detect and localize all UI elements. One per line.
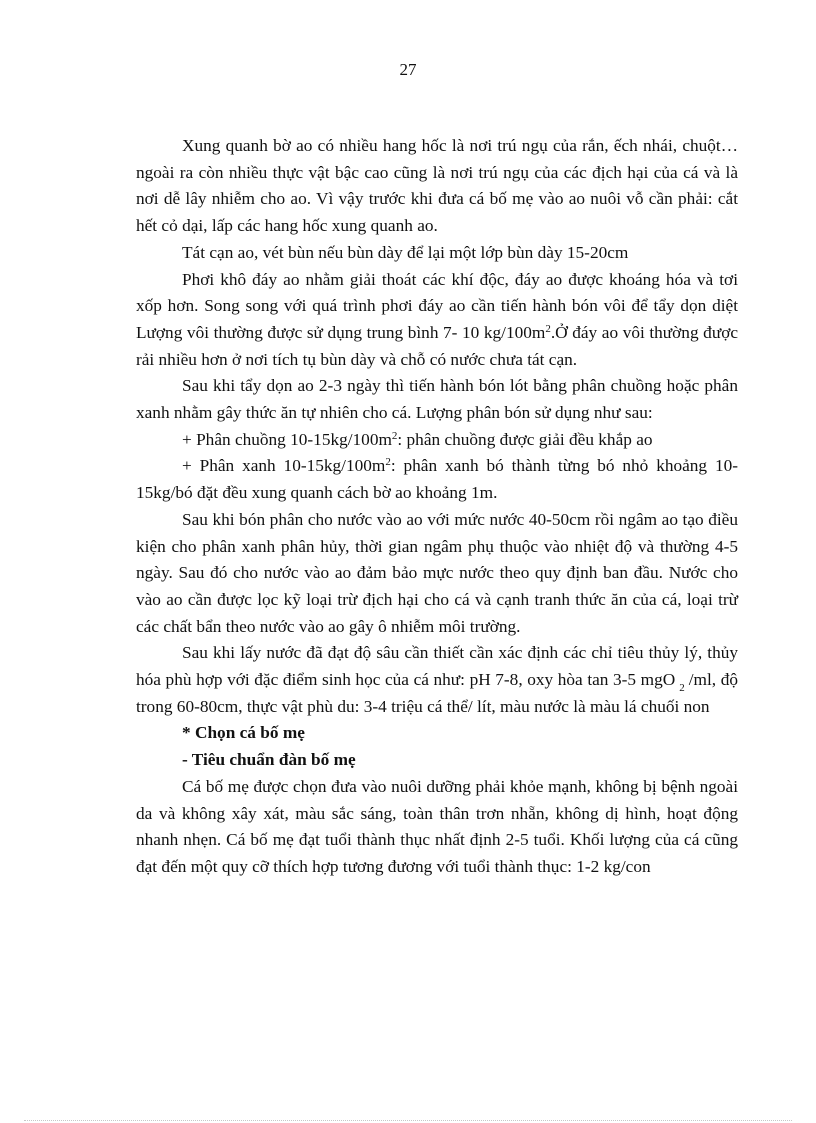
paragraph-drain-pond: Tát cạn ao, vét bùn nếu bùn dày để lại một lớp bùn dày 15-20cm	[182, 242, 629, 262]
section-heading-select-broodstock: * Chọn cá bố mẹ	[182, 723, 305, 743]
superscript: 2	[545, 322, 551, 335]
paragraph-fertilizing: Sau khi tẩy dọn ao 2-3 ngày thì tiến hành bón lót bằng phân chuồng hoặc phân xanh nhằm gây thức ăn tự nhiên cho cá. Lượng phân bón sử dụng như sau:	[136, 376, 738, 423]
subscript: 2	[679, 682, 685, 695]
paragraph-water-criteria	[136, 640, 738, 720]
list-item-manure	[136, 427, 738, 454]
page-number: 27	[399, 60, 417, 79]
footer-divider	[24, 1120, 792, 1121]
paragraph-pond-surroundings: Xung quanh bờ ao có nhiều hang hốc là nơi trú ngụ của rắn, ếch nhái, chuột… ngoài ra còn nhiều thực vật bậc cao cũng là nơi trú ngụ của các địch hại của cá và là nơi dễ lây nhiễm cho ao. Vì vậy trước khi đưa cá bố mẹ vào ao nuôi vỗ cần phải: cắt hết cỏ dại, lấp các hang hốc xung quanh ao.	[136, 136, 738, 236]
superscript: 2	[391, 429, 398, 442]
list-item-green-manure	[136, 453, 738, 506]
list-item-text: + Phân xanh 10-15kg/100m	[182, 456, 386, 476]
list-item-text: + Phân chuồng 10-15kg/100m	[182, 429, 392, 449]
paragraph-text: .Ở đáy ao vôi thường được rải nhiều hơn ở nơi tích tụ bùn dày và chỗ có nước chưa tát cạn.	[136, 322, 738, 369]
list-item-text: : phân chuồng được giải đều khắp ao	[397, 429, 653, 449]
paragraph-text: /ml, độ trong 60-80cm, thực vật phù du: 3-4 triệu cá thể/ lít, màu nước là màu lá chuối non	[136, 670, 738, 716]
paragraph-dry-pond-lime	[136, 267, 738, 374]
paragraph-text: Phơi khô đáy ao nhằm giải thoát các khí độc, đáy ao được khoáng hóa và tơi xốp hơn. Song song với quá trình phơi đáy ao cần tiến hành bón vôi để tẩy dọn diệt Lượng vôi thường được sử dụng trung bình 7- 10 kg/100m	[136, 269, 738, 342]
paragraph-text: Sau khi lấy nước đã đạt độ sâu cần thiết cần xác định các chỉ tiêu thủy lý, thủy hóa phù hợp với đặc điểm sinh học của cá như: pH 7-8, oxy hòa tan 3-5 mgO	[136, 643, 738, 690]
document-body	[136, 133, 738, 881]
paragraph-broodstock-description: Cá bố mẹ được chọn đưa vào nuôi dưỡng phải khỏe mạnh, không bị bệnh ngoài da và không xây xát, màu sắc sáng, toàn thân trơn nhẵn, không dị hình, hoạt động nhanh nhẹn. Cá bố mẹ đạt tuổi thành thục nhất định 2-5 tuổi. Khối lượng của cá cũng đạt đến một quy cỡ thích hợp tương đương với tuổi thành thục: 1-2 kg/con	[136, 776, 738, 876]
list-item-text: : phân xanh bó thành từng bó nhỏ khoảng 10-15kg/bó đặt đều xung quanh cách bờ ao khoảng 1m.	[136, 456, 738, 503]
superscript: 2	[385, 456, 391, 469]
paragraph-water-filling: Sau khi bón phân cho nước vào ao với mức nước 40-50cm rồi ngâm ao tạo điều kiện cho phân xanh phân hủy, thời gian ngâm phụ thuộc vào nhiệt độ và thường 4-5 ngày. Sau đó cho nước vào ao đảm bảo mực nước theo quy định ban đầu. Nước cho vào ao cần được lọc kỹ loại trừ địch hại cho cá và cạnh tranh thức ăn của cá, loại trừ các chất bẩn theo nước vào ao gây ô nhiễm môi trường.	[136, 509, 738, 636]
subsection-heading-broodstock-criteria: - Tiêu chuẩn đàn bố mẹ	[182, 750, 356, 770]
